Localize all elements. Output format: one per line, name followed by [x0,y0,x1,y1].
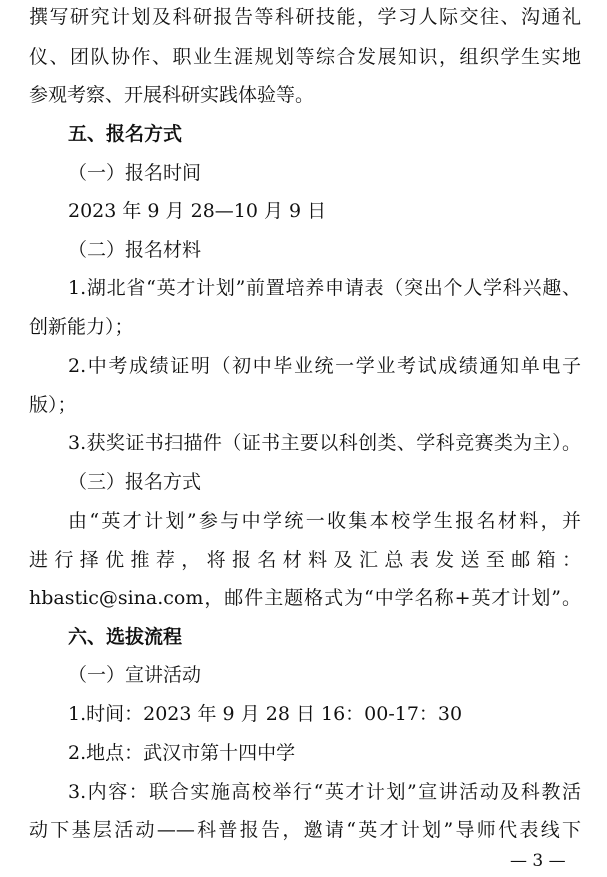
body-text-line: 进行择优推荐，将报名材料及汇总表发送至邮箱： [29,549,581,571]
section-heading: 六、选拔流程 [68,626,183,648]
body-text-line: 2023 年 9 月 28—10 月 9 日 [68,200,327,222]
body-text-line: 1.湖北省“英才计划”前置培养申请表（突出个人学科兴趣、 [68,277,581,299]
body-text-line: 创新能力）； [29,316,134,338]
page-number: — 3 — [510,851,566,871]
body-text-line: hbastic@sina.com，邮件主题格式为“中学名称+英才计划”。 [29,587,581,609]
body-text-line: 2.地点：武汉市第十四中学 [68,742,296,764]
body-text-line: 1.时间：2023 年 9 月 28 日 16：00-17：30 [68,703,463,725]
body-text-line: 撰写研究计划及科研报告等科研技能，学习人际交往、沟通礼 [29,6,581,28]
subsection-heading: （一）宣讲活动 [68,664,202,686]
body-text-line: 仪、团队协作、职业生涯规划等综合发展知识，组织学生实地 [29,46,581,68]
body-text-line: 版）； [29,394,77,416]
body-text-line: 3.内容：联合实施高校举行“英才计划”宣讲活动及科教活 [68,781,581,803]
body-text-line: 2.中考成绩证明（初中毕业统一学业考试成绩通知单电子 [68,355,581,377]
body-text-line: 3.获奖证书扫描件（证书主要以科创类、学科竞赛类为主）。 [68,432,581,454]
section-heading: 五、报名方式 [68,123,183,145]
body-text-line: 由“英才计划”参与中学统一收集本校学生报名材料，并 [68,510,581,532]
subsection-heading: （一）报名时间 [68,162,202,184]
body-text-line: 参观考察、开展科研实践体验等。 [29,84,315,106]
subsection-heading: （二）报名材料 [68,239,202,261]
subsection-heading: （三）报名方式 [68,471,202,493]
body-text-line: 动下基层活动——科普报告，邀请“英才计划”导师代表线下 [29,819,581,841]
